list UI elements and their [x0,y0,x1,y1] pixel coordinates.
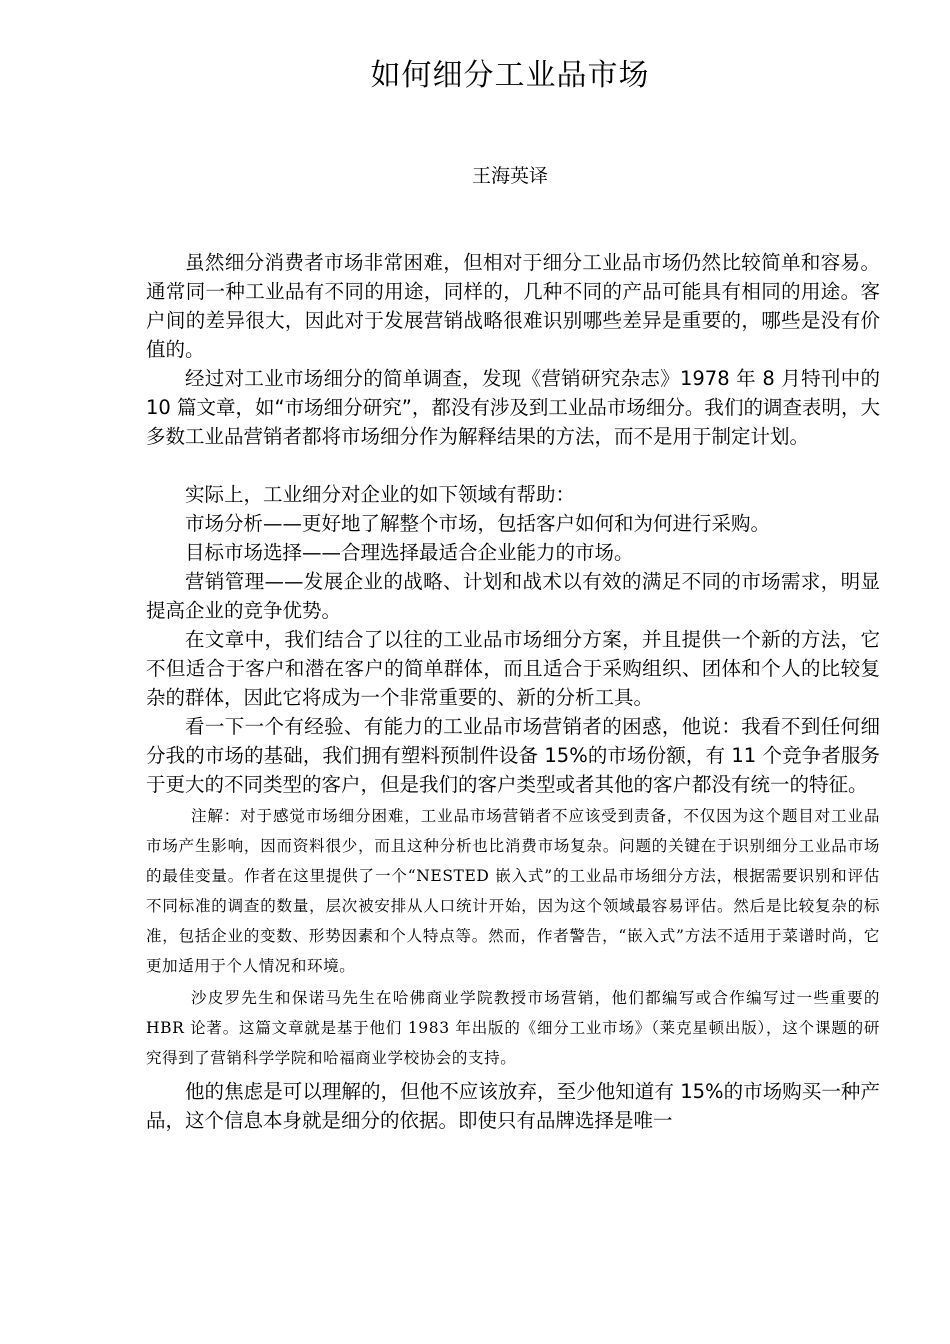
paragraph-marketing-management: 营销管理——发展企业的战略、计划和战术以有效的满足不同的市场需求，明显提高企业的竞争优势。 [146,570,880,622]
paragraph-marketer-quote: 看一下一个有经验、有能力的工业品市场营销者的困惑，他说：我看不到任何细分我的市场的基础，我们拥有塑料预制件设备 15%的市场份额，有 11 个竞争者服务于更大的不同类型的客户，但是我们的客户类型或者其他的客户都没有统一的特征。 [146,715,880,796]
note-editor: 注解：对于感觉市场细分困难，工业品市场营销者不应该受到责备，不仅因为这个题目对工业品市场产生影响，因而资料很少，而且这种分析也比消费市场复杂。问题的关键在于识别细分工业品市场的最佳变量。作者在这里提供了一个“NESTED 嵌入式”的工业品市场细分方法，根据需要识别和评估不同标准的调查的数量，层次被安排从人口统计开始，因为这个领域最容易评估。然后是比较复杂的标准，包括企业的变数、形势因素和个人特点等。然而，作者警告，“嵌入式”方法不适用于菜谱时尚，它更加适用于个人情况和环境。 [146,807,880,975]
paragraph-market-analysis: 市场分析——更好地了解整个市场，包括客户如何和为何进行采购。 [185,512,771,535]
paragraph-closing: 他的焦虑是可以理解的，但他不应该放弃，至少他知道有 15%的市场购买一种产品，这个信息本身就是细分的依据。即使只有品牌选择是唯一 [146,1080,880,1132]
paragraph-new-method: 在文章中，我们结合了以往的工业品市场细分方案，并且提供一个新的方法，它不但适合于客户和潜在客户的简单群体，而且适合于采购组织、团体和个人的比较复杂的群体，因此它将成为一个非常重要的、新的分析工具。 [146,628,880,709]
author-line: 王海英译 [471,165,548,187]
paragraph-intro: 虽然细分消费者市场非常困难，但相对于细分工业品市场仍然比较简单和容易。通常同一种工业品有不同的用途，同样的，几种不同的产品可能具有相同的用途。客户间的差异很大，因此对于发展营销战略很难识别哪些差异是重要的，哪些是没有价值的。 [146,251,880,361]
paragraph-survey: 经过对工业市场细分的简单调查，发现《营销研究杂志》1978 年 8 月特刊中的 10 篇文章，如“市场细分研究”，都没有涉及到工业品市场细分。我们的调查表明，大多数工业品营销者都将市场细分作为解释结果的方法，而不是用于制定计划。 [146,367,880,448]
paragraph-benefits-heading: 实际上，工业细分对企业的如下领域有帮助： [185,483,576,506]
document-title: 如何细分工业品市场 [370,58,650,93]
note-authors: 沙皮罗先生和保诺马先生在哈佛商业学院教授市场营销，他们都编写或合作编写过一些重要的 HBR 论著。这篇文章就是基于他们 1983 年出版的《细分工业市场》（莱克星顿出版），这个课题的研究得到了营销科学学院和哈福商业学校协会的支持。 [146,989,880,1067]
article-body [146,248,880,1135]
paragraph-target-selection: 目标市场选择——合理选择最适合企业能力的市场。 [185,541,634,564]
